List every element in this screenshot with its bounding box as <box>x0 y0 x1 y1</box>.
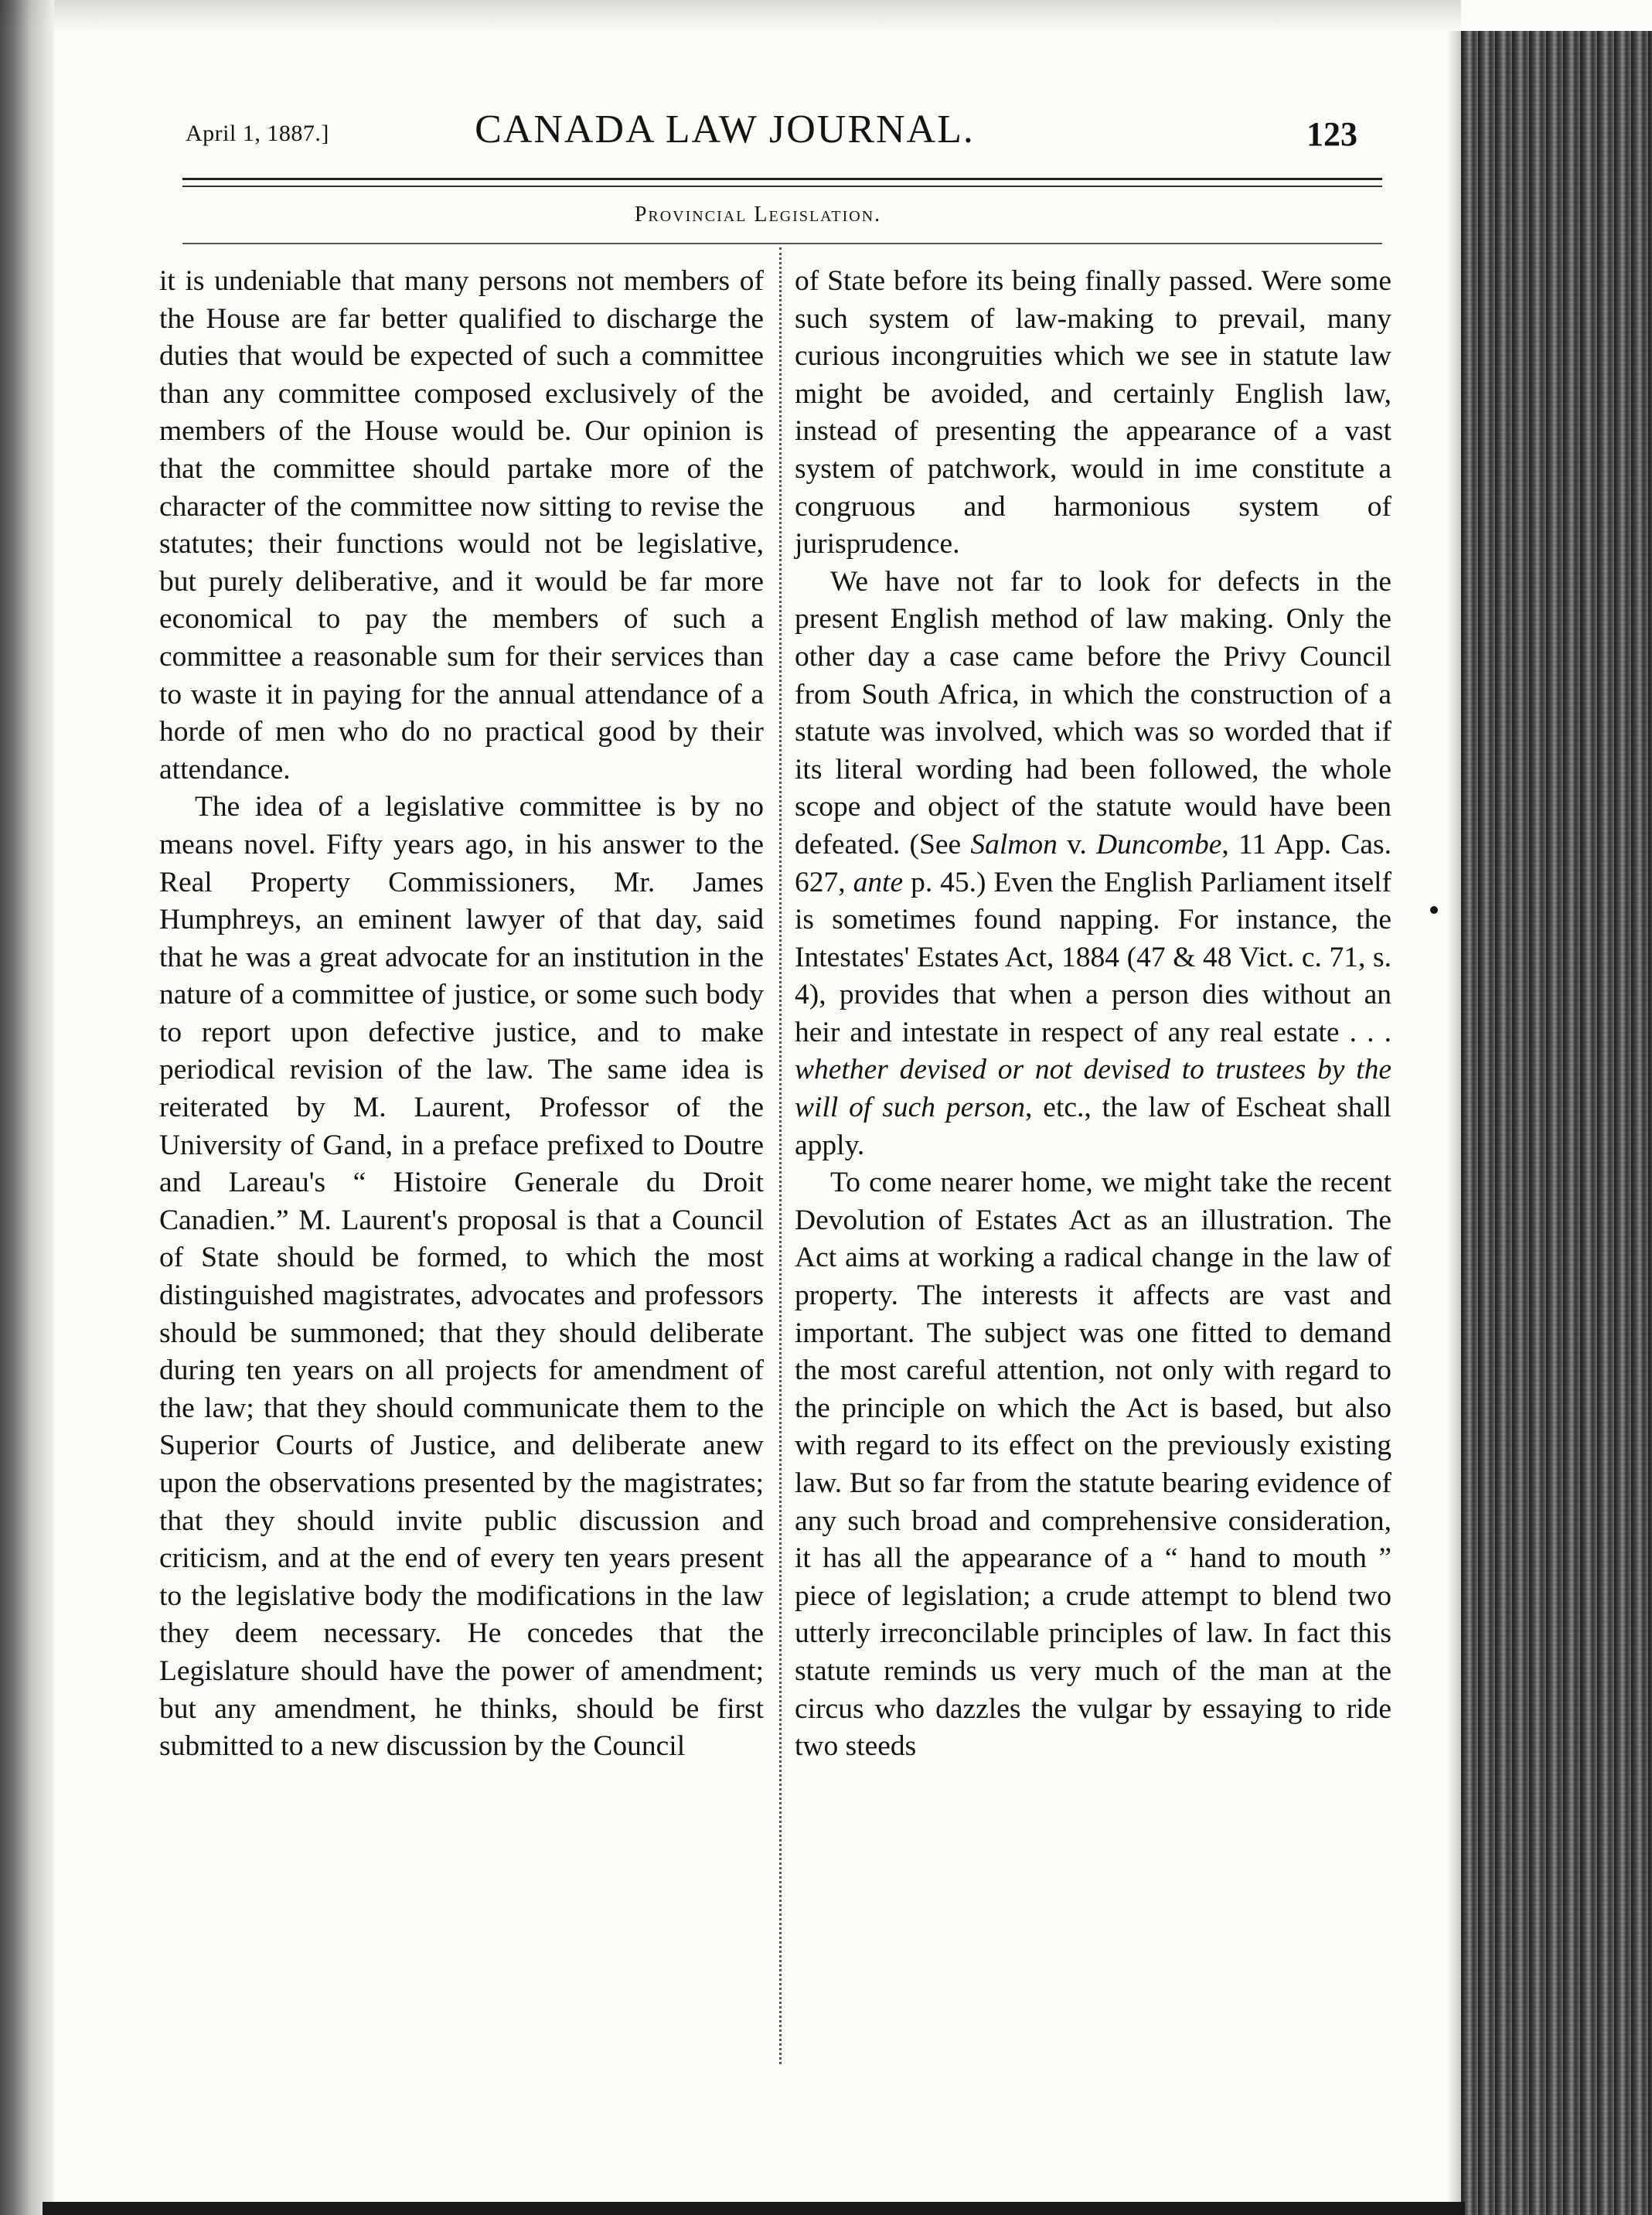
right-paragraph-1: of State before its being finally passed. Were some such system of law-making to prevail, many curious incongruities which we see in statute law might be avoided, and certainly English law, instead of presenting the appearance of a vast system of patchwork, would in ime constitute a congruous and harmonious system of jurisprudence. <box>795 265 1391 561</box>
citation-ante: ante <box>853 866 904 898</box>
paragraph-text: We have not far to look for defects in the present English method of law making. Only the other day a case came before the Privy Council from South Africa, in which the construction of a statute was involved, which was so worded that if its literal wording had been followed, the whole scope and object of the statute would have been defeated. (See <box>795 565 1391 860</box>
scan-right-edge-fade <box>1447 31 1461 2215</box>
column-divider <box>779 247 782 2064</box>
scan-right-edge-noise <box>1461 31 1652 2215</box>
case-versus: v. <box>1057 828 1096 860</box>
statute-quote: whether devised or not devised to trustees by the will of such person <box>795 1054 1391 1124</box>
paragraph-text: p. 45.) Even the English Parliament itself is sometimes found napping. For instance, the Intestates' Estates Act, 1884 (47 & 48 Vict. c. 71, s. 4), provides that when a person dies without an heir and intestate in respect of any real estate . . . <box>795 866 1392 1048</box>
paragraph-text: , etc., the law of Escheat shall apply. <box>795 1092 1391 1161</box>
right-paragraph-2 <box>795 564 1391 1165</box>
case-name-salmon: Salmon <box>970 828 1058 860</box>
scan-speck <box>1430 906 1438 914</box>
citation-text: , 11 App. Cas. 627, <box>795 828 1391 898</box>
header-rule-bottom <box>182 186 1382 187</box>
right-column <box>795 263 1391 1766</box>
header-rule-top <box>182 178 1382 180</box>
section-heading: Provincial Legislation. <box>634 203 882 227</box>
scan-top-shading <box>0 0 1461 31</box>
scan-binding-edge <box>0 0 54 2215</box>
scan-bottom-border <box>43 2202 1465 2215</box>
page-number: 123 <box>1306 115 1357 153</box>
section-rule <box>182 243 1382 244</box>
section-heading-wrap <box>0 203 1652 227</box>
header-date: April 1, 1887.] <box>186 121 329 146</box>
left-paragraph-1: it is undeniable that many persons not members of the House are far better qualified to discharge the duties that would be expected of such a committee than any committee composed exclusively of the members of the House would be. Our opinion is that the committee should partake more of the character of the committee now sitting to revise the statutes; their functions would not be legislative, but purely deliberative, and it would be far more economical to pay the members of such a committee a reasonable sum for their services than to waste it in paying for the annual attendance of a horde of men who do no practical good by their attendance. <box>159 265 764 785</box>
left-paragraph-2: The idea of a legislative committee is by no means novel. Fifty years ago, in his answer to the Real Property Commissioners, Mr. James Humphreys, an eminent lawyer of that day, said that he was a great advocate for an institution in the nature of a committee of justice, or some such body to report upon defective justice, and to make periodical revision of the law. The same idea is reiterated by M. Laurent, Professor of the University of Gand, in a preface prefixed to Doutre and Lareau's “ Histoire Generale du Droit Canadien.” M. Laurent's proposal is that a Council of State should be formed, to which the most distinguished magistrates, advocates and professors should be summoned; that they should deliberate during ten years on all projects for amendment of the law; that they should communicate them to the Superior Courts of Justice, and deliberate anew upon the observations presented by the magistrates; that they should invite public discussion and criticism, and at the end of every ten years present to the legislative body the modifications in the law they deem necessary. He concedes that the Legislature should have the power of amendment; but any amendment, he thinks, should be first submitted to a new discussion by the Council <box>159 791 764 1763</box>
journal-title: CANADA LAW JOURNAL. <box>475 107 975 152</box>
journal-title-wrap <box>0 107 1652 152</box>
left-column <box>159 263 764 1766</box>
case-name-duncombe: Duncombe <box>1095 828 1222 860</box>
right-paragraph-3: To come nearer home, we might take the recent Devolution of Estates Act as an illustration. The Act aims at working a radical change in the law of property. The interests it affects are vast and important. The subject was one fitted to demand the most careful attention, not only with regard to the principle on which the Act is based, but also with regard to its effect on the previously existing law. But so far from the statute bearing evidence of any such broad and comprehensive consideration, it has all the appearance of a “ hand to mouth ” piece of legislation; a crude attempt to blend two utterly irreconcilable principles of law. In fact this statute reminds us very much of the man at the circus who dazzles the vulgar by essaying to ride two steeds <box>795 1167 1391 1763</box>
